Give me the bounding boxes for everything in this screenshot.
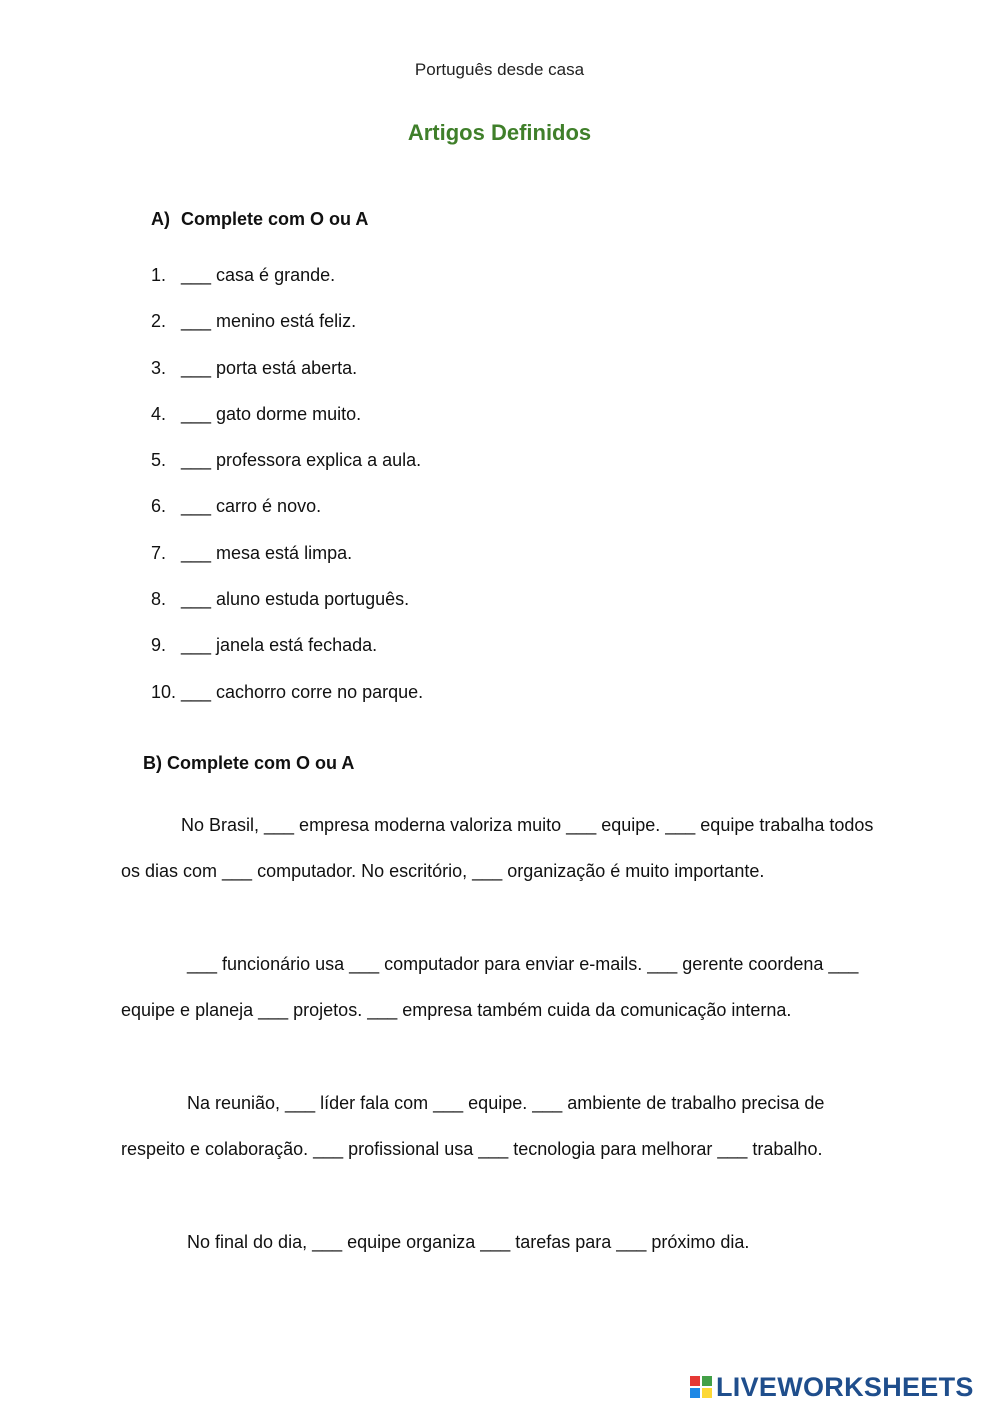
list-item [151, 401, 423, 447]
list-item [151, 262, 423, 308]
logo-square [690, 1376, 700, 1386]
list-item [151, 447, 423, 493]
item-text: ___ aluno estuda português. [181, 589, 410, 610]
page-header: Português desde casa [414, 60, 585, 79]
item-text: ___ gato dorme muito. [181, 403, 362, 424]
item-number: 8. [151, 589, 167, 610]
item-text: ___ mesa está limpa. [181, 542, 353, 563]
list-item [151, 679, 423, 725]
item-number: 9. [151, 635, 167, 656]
item-number: 1. [151, 265, 167, 285]
section-b-heading: B) Complete com O ou A [143, 753, 355, 773]
paragraph: No Brasil, ___ empresa moderna valoriza muito ___ equipe. ___ equipe trabalha todos os dias com ___ computador. No escritório, ___ organização é muito importante. [121, 815, 874, 882]
item-number: 6. [151, 496, 167, 517]
item-number: 2. [151, 311, 167, 332]
item-text: ___ casa é grande. [181, 265, 336, 285]
item-text: ___ menino está feliz. [181, 311, 357, 332]
list-item [151, 308, 423, 354]
item-text: ___ janela está fechada. [181, 635, 378, 656]
paragraph: ___ funcionário usa ___ computador para enviar e-mails. ___ gerente coordena ___ equipe e planeja ___ projetos. ___ empresa também cuida da comunicação interna. [121, 954, 859, 1021]
section-a-heading-text: Complete com O ou A [181, 209, 369, 229]
item-number: 4. [151, 403, 167, 424]
list-item [151, 586, 423, 632]
paragraph: No final do dia, ___ equipe organiza ___ tarefas para ___ próximo dia. [187, 1232, 750, 1252]
item-number: 10. [151, 681, 177, 702]
list-item [151, 493, 423, 539]
logo-grid-icon [690, 1376, 712, 1398]
list-item [151, 632, 423, 678]
logo-square [702, 1376, 712, 1386]
list-item [151, 540, 423, 586]
item-number: 3. [151, 357, 167, 378]
exercise-list [151, 262, 423, 725]
liveworksheets-logo[interactable] [690, 1372, 974, 1402]
item-text: ___ porta está aberta. [181, 357, 358, 378]
logo-text: LIVEWORKSHEETS [716, 1371, 974, 1402]
page-title: Artigos Definidos [407, 120, 592, 145]
item-number: 7. [151, 542, 167, 563]
item-text: ___ professora explica a aula. [181, 450, 422, 471]
item-number: 5. [151, 450, 167, 471]
logo-square [702, 1388, 712, 1398]
logo-square [690, 1388, 700, 1398]
paragraph: Na reunião, ___ líder fala com ___ equipe. ___ ambiente de trabalho precisa de respeito e colaboração. ___ profissional usa ___ tecnologia para melhorar ___ trabalho. [121, 1093, 825, 1160]
item-text: ___ carro é novo. [181, 496, 322, 517]
section-a-heading [151, 209, 368, 230]
list-item [151, 355, 423, 401]
item-text: ___ cachorro corre no parque. [181, 681, 424, 702]
section-a-label: A) [151, 209, 170, 229]
